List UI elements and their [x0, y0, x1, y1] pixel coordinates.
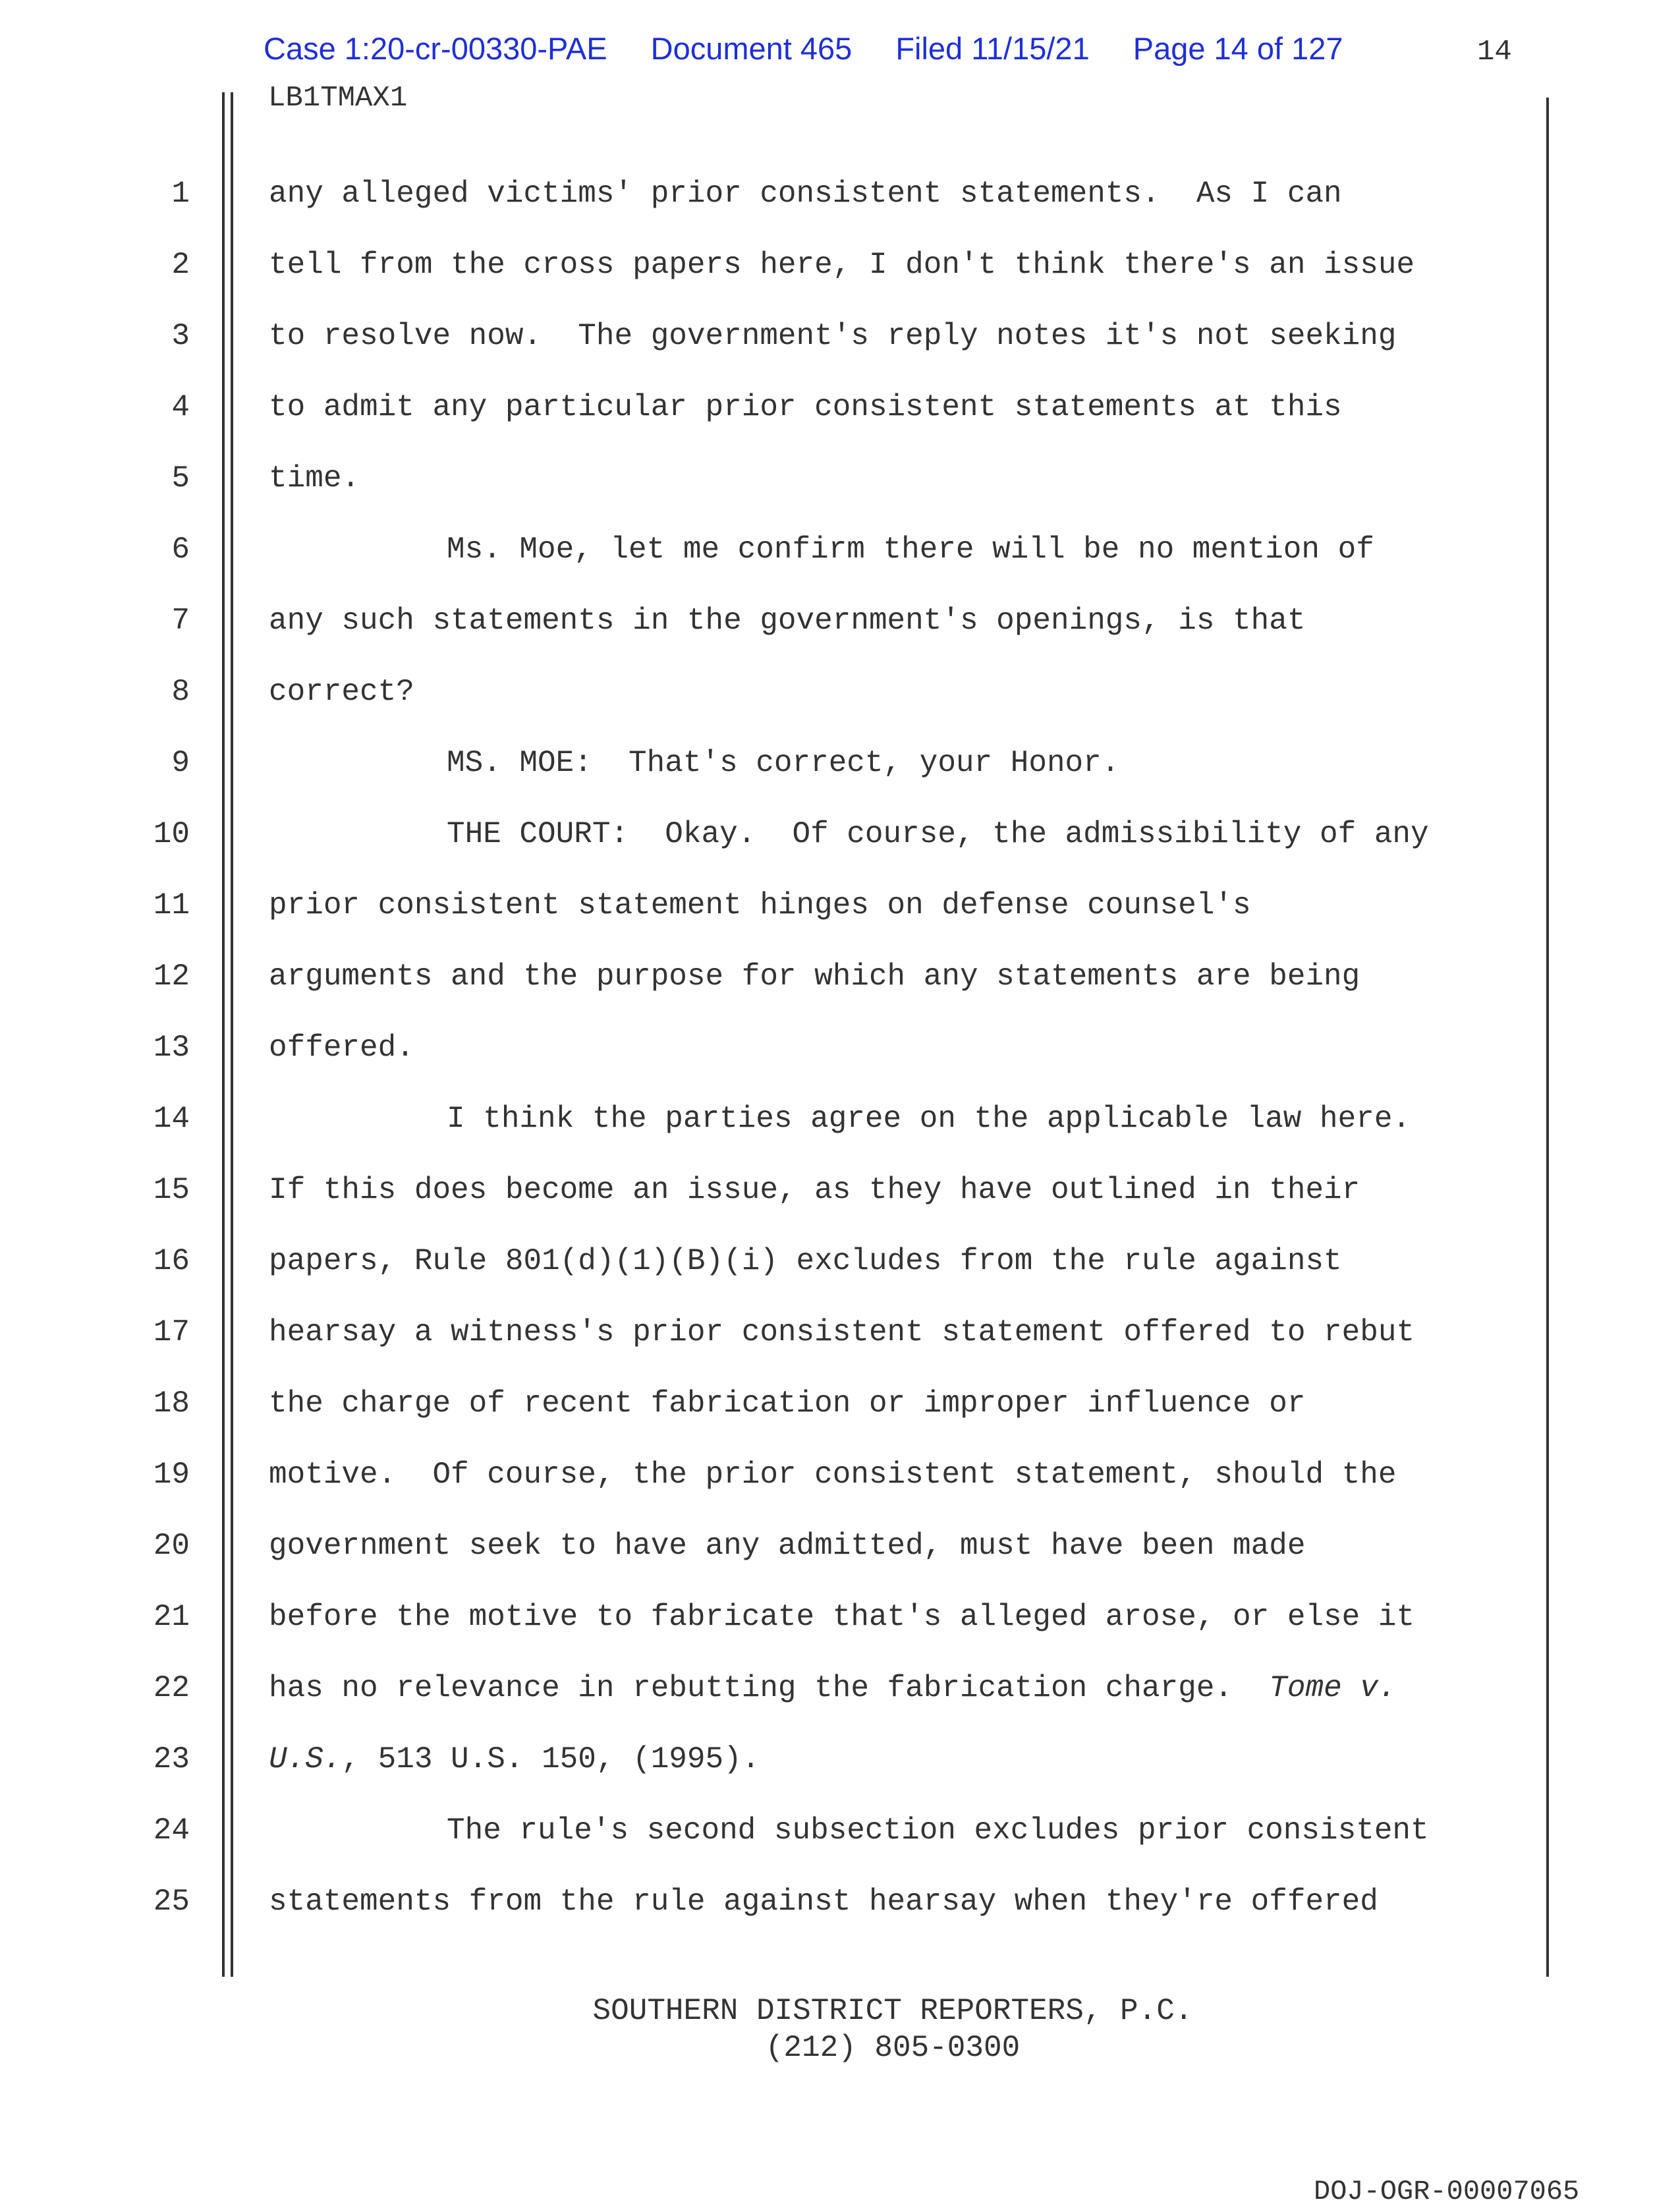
transcript-line	[0, 814, 1680, 886]
transcript-line	[0, 743, 1680, 814]
line-number: 1	[171, 177, 190, 211]
transcript-line	[0, 1811, 1680, 1882]
line-text	[269, 1740, 760, 1779]
line-number: 7	[171, 604, 190, 638]
line-text: The rule's second subsection excludes prior consistent	[447, 1813, 1429, 1848]
line-text: prior consistent statement hinges on defense counsel's	[269, 888, 1251, 922]
line-number: 20	[153, 1529, 190, 1563]
transcript-line	[0, 530, 1680, 601]
line-number: 23	[153, 1742, 190, 1776]
document-number: Document 465	[650, 31, 853, 66]
line-text: to admit any particular prior consistent statements at this	[269, 390, 1342, 424]
page-count: Page 14 of 127	[1133, 31, 1343, 66]
line-text-plain: has no relevance in rebutting the fabrication charge.	[269, 1671, 1270, 1705]
line-number: 18	[153, 1386, 190, 1421]
line-text: to resolve now. The government's reply notes it's not seeking	[269, 319, 1397, 353]
transcript-line	[0, 1526, 1680, 1597]
line-text: statements from the rule against hearsay when they're offered	[269, 1885, 1378, 1919]
line-number: 3	[171, 319, 190, 353]
line-number: 21	[153, 1600, 190, 1634]
transcript-line	[0, 601, 1680, 672]
line-number: 16	[153, 1244, 190, 1278]
transcript-line	[0, 672, 1680, 743]
line-text	[269, 1668, 1396, 1708]
line-text: government seek to have any admitted, must have been made	[269, 1529, 1306, 1563]
case-citation-italic: U.S.	[269, 1742, 342, 1776]
ecf-header	[264, 30, 1387, 67]
line-text: Ms. Moe, let me confirm there will be no mention of	[447, 532, 1374, 567]
bates-number: DOJ-OGR-00007065	[1314, 2176, 1580, 2207]
line-number: 2	[171, 248, 190, 282]
line-text: THE COURT: Okay. Of course, the admissibility of any	[447, 817, 1429, 851]
transcript-line	[0, 1597, 1680, 1668]
line-text: arguments and the purpose for which any statements are being	[269, 959, 1360, 994]
transcript-line	[0, 316, 1680, 387]
line-number: 19	[153, 1458, 190, 1492]
line-number: 11	[153, 888, 190, 922]
line-text: any alleged victims' prior consistent statements. As I can	[269, 177, 1342, 211]
transcript-line	[0, 1455, 1680, 1526]
transcript-line	[0, 1740, 1680, 1811]
transcript-line	[0, 1668, 1680, 1740]
transcript-line	[0, 1384, 1680, 1455]
case-citation-italic: Tome v.	[1269, 1671, 1397, 1705]
line-text: the charge of recent fabrication or improper influence or	[269, 1386, 1306, 1421]
line-number: 6	[171, 532, 190, 567]
line-number: 8	[171, 675, 190, 709]
line-text: tell from the cross papers here, I don't think there's an issue	[269, 248, 1415, 282]
line-number: 10	[153, 817, 190, 851]
transcript-line	[0, 387, 1680, 459]
line-number: 12	[153, 959, 190, 994]
line-text: MS. MOE: That's correct, your Honor.	[447, 746, 1120, 780]
line-number: 15	[153, 1173, 190, 1207]
transcript-line	[0, 1170, 1680, 1241]
filed-date: Filed 11/15/21	[895, 31, 1090, 66]
line-number: 9	[171, 746, 190, 780]
line-number: 5	[171, 461, 190, 496]
page-number: 14	[1477, 36, 1512, 69]
line-text: I think the parties agree on the applicable law here.	[447, 1102, 1411, 1136]
line-text: hearsay a witness's prior consistent statement offered to rebut	[269, 1315, 1415, 1349]
line-number: 4	[171, 390, 190, 424]
transcript-line	[0, 1028, 1680, 1099]
transcript-line	[0, 1313, 1680, 1384]
line-text: offered.	[269, 1031, 414, 1065]
line-number: 25	[153, 1885, 190, 1919]
line-number: 13	[153, 1031, 190, 1065]
transcript-line	[0, 886, 1680, 957]
case-number: Case 1:20-cr-00330-PAE	[264, 31, 607, 66]
line-text: correct?	[269, 675, 414, 709]
transcript-line	[0, 459, 1680, 530]
transcript-line	[0, 1099, 1680, 1170]
line-text: papers, Rule 801(d)(1)(B)(i) excludes from the rule against	[269, 1244, 1342, 1278]
line-text-plain: , 513 U.S. 150, (1995).	[341, 1742, 760, 1776]
line-text: motive. Of course, the prior consistent statement, should the	[269, 1458, 1397, 1492]
transcript-line	[0, 174, 1680, 245]
transcript-id: LB1TMAX1	[268, 82, 408, 115]
line-number: 22	[153, 1671, 190, 1705]
line-text: If this does become an issue, as they have outlined in their	[269, 1173, 1360, 1207]
line-number: 24	[153, 1813, 190, 1848]
reporter-name: SOUTHERN DISTRICT REPORTERS, P.C.	[592, 1994, 1193, 2028]
reporter-phone: (212) 805-0300	[765, 2031, 1021, 2065]
transcript-line	[0, 1882, 1680, 1953]
line-text: any such statements in the government's openings, is that	[269, 604, 1306, 638]
line-number: 17	[153, 1315, 190, 1349]
transcript-line	[0, 1241, 1680, 1313]
transcript-line	[0, 245, 1680, 316]
line-text: time.	[269, 461, 360, 496]
line-text: before the motive to fabricate that's alleged arose, or else it	[269, 1600, 1415, 1634]
line-number: 14	[153, 1102, 190, 1136]
transcript-line	[0, 957, 1680, 1028]
